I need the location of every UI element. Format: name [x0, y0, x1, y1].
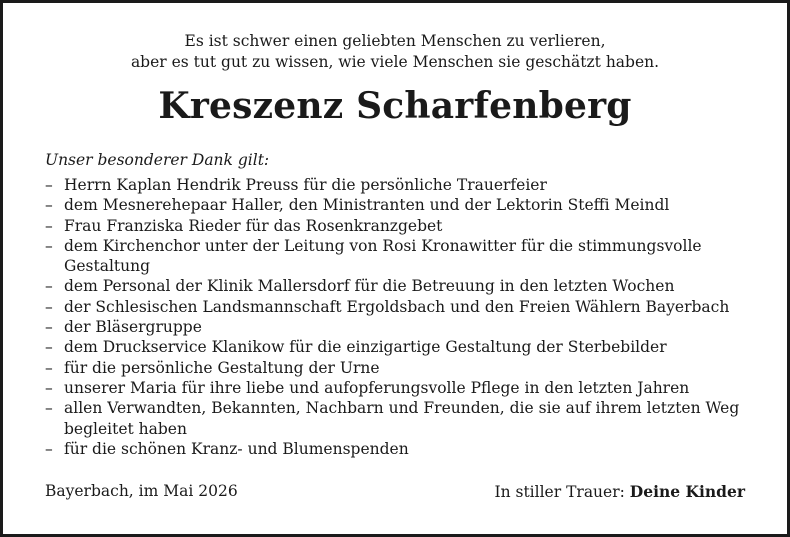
thanks-item-text: für die persönliche Gestaltung der Urne: [64, 358, 380, 377]
place-date: Bayerbach, im Mai 2026: [45, 482, 238, 500]
thanks-item-text: unserer Maria für ihre liebe und aufopferungsvolle Pflege in den letzten Jahren: [64, 378, 690, 397]
thanks-item: [45, 378, 757, 398]
dash-marker: –: [45, 358, 53, 377]
dash-marker: –: [45, 297, 53, 316]
dash-marker: –: [45, 399, 53, 418]
thanks-item: [45, 398, 757, 439]
mourners-signature: [494, 481, 745, 503]
thanks-item: [45, 297, 757, 317]
thanks-item-text: dem Kirchenchor unter der Leitung von Rosi Kronawitter für die stimmungsvolle Gestaltung: [64, 236, 702, 276]
thanks-item-text: dem Druckservice Klanikow für die einzigartige Gestaltung der Sterbebilder: [64, 338, 667, 357]
thanks-item: [45, 175, 757, 195]
thanks-item: [45, 358, 757, 378]
thanks-item-text: Frau Franziska Rieder für das Rosenkranzgebet: [64, 216, 443, 235]
intro-line-1: Es ist schwer einen geliebten Menschen zu verlieren,: [184, 32, 606, 50]
dash-marker: –: [45, 196, 53, 215]
intro-verse: [3, 31, 787, 73]
thanks-item-text: allen Verwandten, Bekannten, Nachbarn und Freunden, die sie auf ihrem letzten Weg begleitet haben: [64, 399, 740, 438]
thanks-item: [45, 236, 757, 277]
thanks-item: [45, 439, 757, 459]
thanks-item-text: der Schlesischen Landsmannschaft Ergoldsbach und den Freien Wählern Bayerbach: [64, 297, 730, 316]
thanks-item-text: Herrn Kaplan Hendrik Preuss für die persönliche Trauerfeier: [64, 176, 547, 194]
thanks-list: [45, 175, 757, 459]
thanks-item-text: der Bläsergruppe: [64, 318, 202, 337]
deceased-name: Kreszenz Scharfenberg: [158, 85, 632, 127]
intro-line-2: aber es tut gut zu wissen, wie viele Menschen sie geschätzt haben.: [130, 53, 660, 71]
thanks-item: [45, 216, 757, 236]
dash-marker: –: [45, 378, 53, 397]
thanks-item-text: für die schönen Kranz- und Blumenspenden: [64, 439, 409, 458]
thanks-item: [45, 317, 757, 337]
dash-marker: –: [45, 236, 53, 255]
thanks-item-text: dem Personal der Klinik Mallersdorf für die Betreuung in den letzten Wochen: [64, 277, 675, 296]
dash-marker: –: [45, 277, 53, 296]
dash-marker: –: [45, 216, 53, 235]
dash-marker: –: [45, 338, 53, 357]
thanks-item: [45, 195, 757, 215]
dash-marker: –: [45, 318, 53, 337]
dash-marker: –: [45, 176, 53, 194]
mourning-label: In stiller Trauer:: [494, 483, 625, 501]
thanks-heading: Unser besonderer Dank gilt:: [45, 151, 270, 169]
thanks-item-text: dem Mesnerehepaar Haller, den Ministranten und der Lektorin Steffi Meindl: [64, 196, 670, 215]
thanks-item: [45, 337, 757, 357]
thanks-item: [45, 276, 757, 296]
dash-marker: –: [45, 439, 53, 458]
signers: Deine Kinder: [629, 482, 745, 501]
